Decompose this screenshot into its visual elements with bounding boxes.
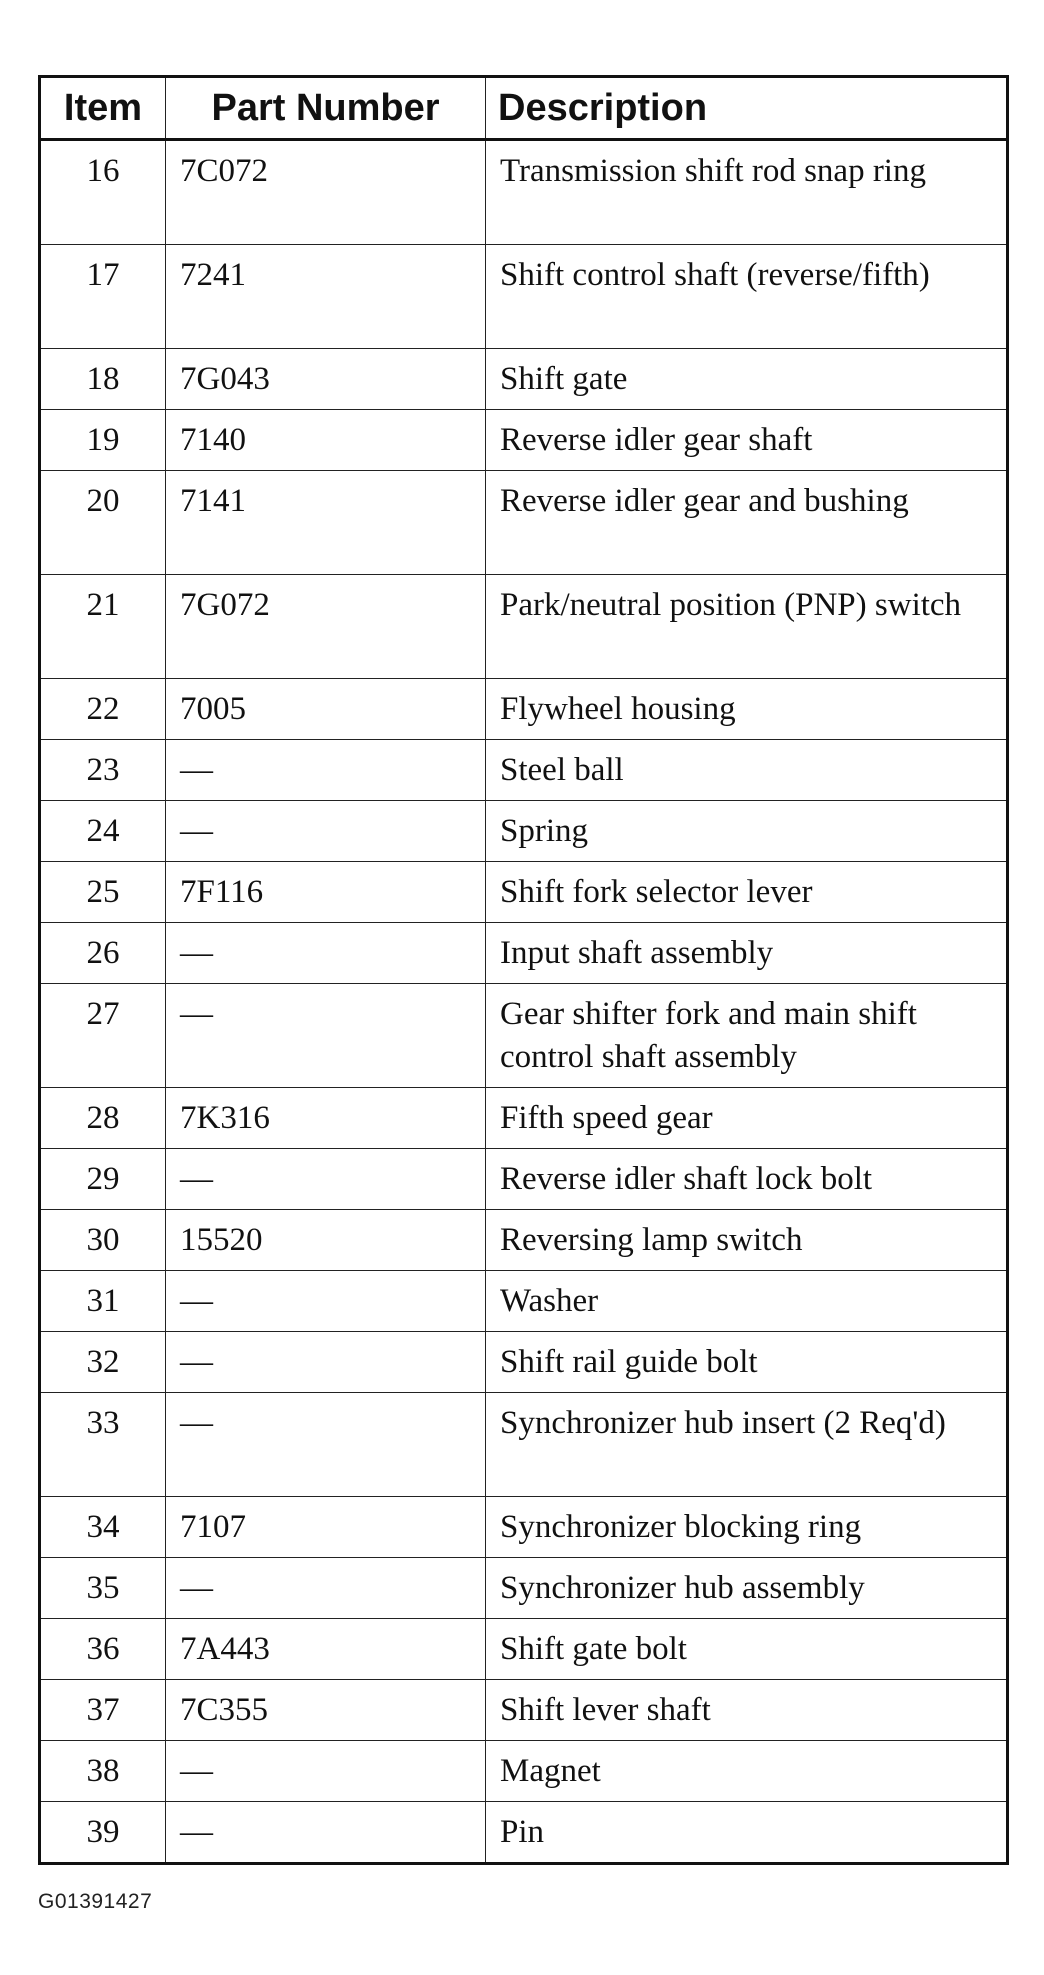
cell-description: Shift control shaft (reverse/fifth) xyxy=(486,245,1008,349)
cell-description: Synchronizer hub insert (2 Req'd) xyxy=(486,1393,1008,1497)
cell-description: Park/neutral position (PNP) switch xyxy=(486,575,1008,679)
cell-item: 18 xyxy=(40,349,166,410)
table-row xyxy=(40,410,1008,471)
header-description: Description xyxy=(486,77,1008,140)
cell-description: Shift fork selector lever xyxy=(486,862,1008,923)
table-body xyxy=(40,140,1008,1864)
table-row xyxy=(40,984,1008,1088)
cell-item: 26 xyxy=(40,923,166,984)
cell-part-number: 7C355 xyxy=(166,1680,486,1741)
cell-item: 17 xyxy=(40,245,166,349)
table-row xyxy=(40,1332,1008,1393)
cell-item: 39 xyxy=(40,1802,166,1864)
cell-description: Input shaft assembly xyxy=(486,923,1008,984)
cell-part-number: — xyxy=(166,1271,486,1332)
cell-description: Reversing lamp switch xyxy=(486,1210,1008,1271)
cell-part-number: — xyxy=(166,984,486,1088)
cell-part-number: — xyxy=(166,1802,486,1864)
cell-item: 32 xyxy=(40,1332,166,1393)
cell-item: 37 xyxy=(40,1680,166,1741)
table-row xyxy=(40,1393,1008,1497)
cell-part-number: — xyxy=(166,923,486,984)
cell-part-number: — xyxy=(166,1332,486,1393)
cell-item: 38 xyxy=(40,1741,166,1802)
table-row xyxy=(40,1149,1008,1210)
cell-part-number: 7107 xyxy=(166,1497,486,1558)
table-row xyxy=(40,862,1008,923)
cell-description: Synchronizer hub assembly xyxy=(486,1558,1008,1619)
cell-item: 29 xyxy=(40,1149,166,1210)
cell-part-number: 7G043 xyxy=(166,349,486,410)
cell-description: Reverse idler gear and bushing xyxy=(486,471,1008,575)
cell-part-number: 7K316 xyxy=(166,1088,486,1149)
table-header-row xyxy=(40,77,1008,140)
cell-description: Steel ball xyxy=(486,740,1008,801)
table-row xyxy=(40,1271,1008,1332)
table-row xyxy=(40,740,1008,801)
table-row xyxy=(40,575,1008,679)
table-row xyxy=(40,1802,1008,1864)
cell-item: 16 xyxy=(40,140,166,245)
cell-part-number: 7G072 xyxy=(166,575,486,679)
cell-part-number: 7141 xyxy=(166,471,486,575)
cell-part-number: 7140 xyxy=(166,410,486,471)
cell-item: 36 xyxy=(40,1619,166,1680)
cell-part-number: — xyxy=(166,1741,486,1802)
cell-description: Shift gate bolt xyxy=(486,1619,1008,1680)
cell-part-number: 7241 xyxy=(166,245,486,349)
cell-part-number: 7F116 xyxy=(166,862,486,923)
cell-description: Spring xyxy=(486,801,1008,862)
table-row xyxy=(40,1210,1008,1271)
cell-item: 31 xyxy=(40,1271,166,1332)
cell-item: 35 xyxy=(40,1558,166,1619)
cell-part-number: — xyxy=(166,801,486,862)
cell-part-number: — xyxy=(166,1558,486,1619)
cell-item: 24 xyxy=(40,801,166,862)
cell-item: 33 xyxy=(40,1393,166,1497)
table-row xyxy=(40,349,1008,410)
table-row xyxy=(40,471,1008,575)
cell-description: Fifth speed gear xyxy=(486,1088,1008,1149)
table-row xyxy=(40,1741,1008,1802)
table-row xyxy=(40,1558,1008,1619)
cell-part-number: — xyxy=(166,1393,486,1497)
cell-part-number: 7005 xyxy=(166,679,486,740)
cell-item: 25 xyxy=(40,862,166,923)
cell-part-number: 7C072 xyxy=(166,140,486,245)
cell-item: 22 xyxy=(40,679,166,740)
table-row xyxy=(40,245,1008,349)
cell-item: 19 xyxy=(40,410,166,471)
figure-code: G01391427 xyxy=(38,1890,153,1913)
table-row xyxy=(40,679,1008,740)
cell-description: Reverse idler gear shaft xyxy=(486,410,1008,471)
cell-item: 23 xyxy=(40,740,166,801)
parts-table xyxy=(38,75,1009,1865)
cell-item: 28 xyxy=(40,1088,166,1149)
cell-item: 20 xyxy=(40,471,166,575)
cell-description: Magnet xyxy=(486,1741,1008,1802)
table-row xyxy=(40,1619,1008,1680)
cell-description: Gear shifter fork and main shift control shaft assembly xyxy=(486,984,1008,1088)
cell-item: 27 xyxy=(40,984,166,1088)
cell-description: Pin xyxy=(486,1802,1008,1864)
cell-description: Shift gate xyxy=(486,349,1008,410)
cell-description: Synchronizer blocking ring xyxy=(486,1497,1008,1558)
cell-description: Washer xyxy=(486,1271,1008,1332)
header-part-number: Part Number xyxy=(166,77,486,140)
table-row xyxy=(40,1088,1008,1149)
table-row xyxy=(40,923,1008,984)
cell-part-number: — xyxy=(166,740,486,801)
cell-description: Shift lever shaft xyxy=(486,1680,1008,1741)
cell-description: Reverse idler shaft lock bolt xyxy=(486,1149,1008,1210)
cell-item: 21 xyxy=(40,575,166,679)
table-row xyxy=(40,140,1008,245)
cell-part-number: 7A443 xyxy=(166,1619,486,1680)
cell-description: Flywheel housing xyxy=(486,679,1008,740)
cell-part-number: 15520 xyxy=(166,1210,486,1271)
header-item: Item xyxy=(40,77,166,140)
cell-description: Transmission shift rod snap ring xyxy=(486,140,1008,245)
cell-description: Shift rail guide bolt xyxy=(486,1332,1008,1393)
cell-item: 30 xyxy=(40,1210,166,1271)
table-row xyxy=(40,801,1008,862)
cell-item: 34 xyxy=(40,1497,166,1558)
table-row xyxy=(40,1497,1008,1558)
cell-part-number: — xyxy=(166,1149,486,1210)
table-row xyxy=(40,1680,1008,1741)
